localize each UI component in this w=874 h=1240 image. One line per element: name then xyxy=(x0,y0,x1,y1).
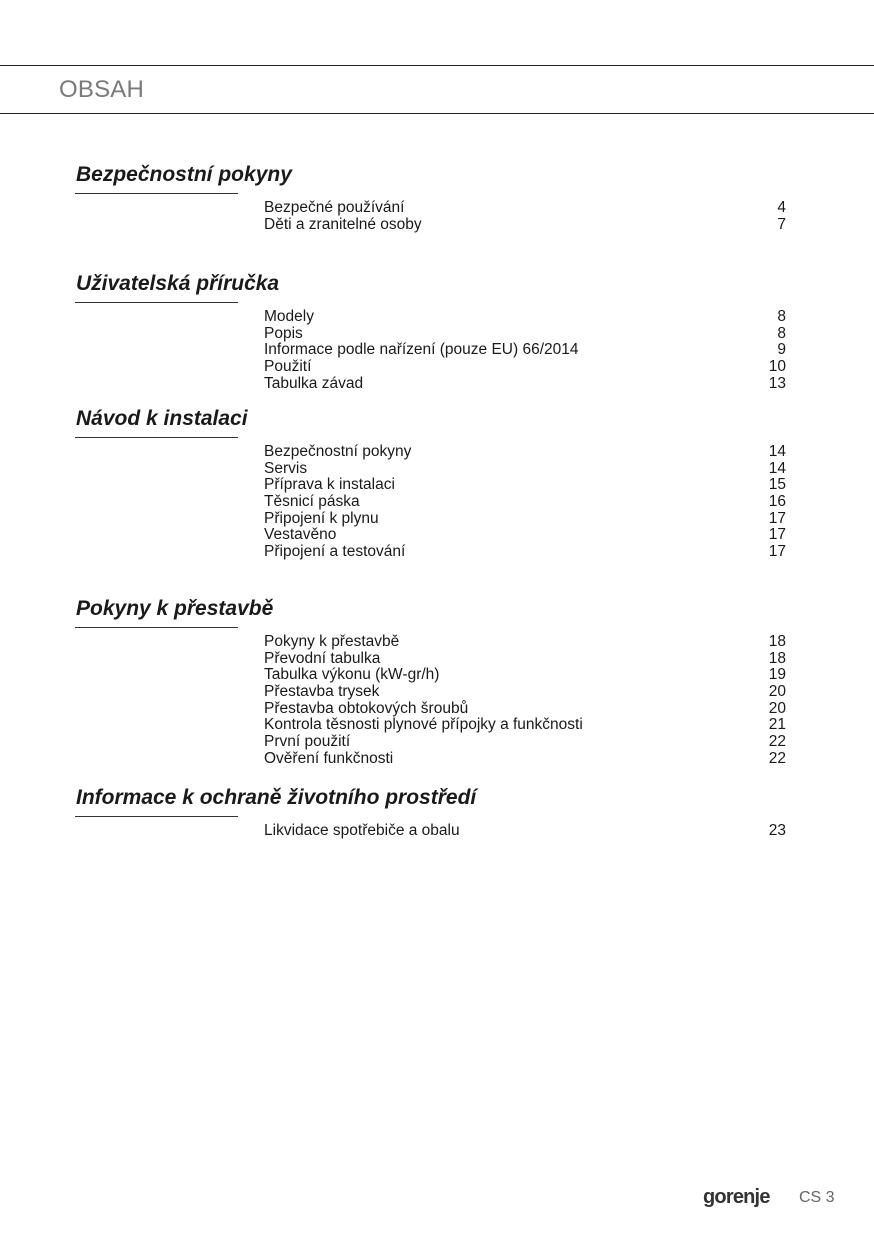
toc-entry-label: Příprava k instalaci xyxy=(264,476,395,494)
toc-entry-label: Připojení k plynu xyxy=(264,509,379,527)
toc-entry-label: Převodní tabulka xyxy=(264,649,381,667)
toc-entry[interactable] xyxy=(264,376,786,393)
toc-entry-page-number: 16 xyxy=(768,493,786,511)
toc-entry-page-number: 20 xyxy=(768,683,786,701)
toc-entry-page-number: 14 xyxy=(768,459,786,477)
toc-entry-page-number: 18 xyxy=(768,633,786,650)
toc-entry-page-number: 8 xyxy=(777,308,786,325)
toc-entry[interactable] xyxy=(264,823,786,840)
toc-entry-page-number: 13 xyxy=(768,374,786,392)
toc-entry[interactable] xyxy=(264,326,786,343)
toc-entry-label: Tabulka závad xyxy=(264,374,364,392)
toc-entry[interactable] xyxy=(264,477,786,494)
section-title: Pokyny k přestavbě xyxy=(76,597,274,620)
page-header xyxy=(0,65,874,114)
toc-entry[interactable] xyxy=(264,717,786,734)
toc-entry-label: Informace podle nařízení (pouze EU) 66/2014 xyxy=(264,341,579,359)
toc-entry-page-number: 9 xyxy=(777,341,786,359)
toc-entry-list xyxy=(264,823,786,840)
toc-entry-label: Popis xyxy=(264,324,303,342)
toc-entry[interactable] xyxy=(264,684,786,701)
toc-entry[interactable] xyxy=(264,527,786,544)
toc-entry-page-number: 10 xyxy=(768,358,786,376)
toc-entry-label: Likvidace spotřebiče a obalu xyxy=(264,822,460,839)
brand-logo: gorenje xyxy=(703,1186,770,1208)
section-title: Bezpečnostní pokyny xyxy=(76,163,292,186)
toc-entry-label: Přestavba trysek xyxy=(264,683,380,701)
toc-entry[interactable] xyxy=(264,667,786,684)
toc-entry-label: Připojení a testování xyxy=(264,543,406,561)
toc-entry[interactable] xyxy=(264,511,786,528)
toc-entry-page-number: 17 xyxy=(768,543,786,561)
section-underline xyxy=(75,437,238,438)
toc-entry-page-number: 4 xyxy=(777,199,786,216)
toc-entry-label: Ověření funkčnosti xyxy=(264,749,394,767)
toc-entry-label: Bezpečné používání xyxy=(264,199,405,216)
toc-entry-label: Přestavba obtokových šroubů xyxy=(264,699,469,717)
toc-entry-page-number: 7 xyxy=(777,215,786,233)
toc-entry-label: Těsnicí páska xyxy=(264,493,360,511)
toc-entry[interactable] xyxy=(264,701,786,718)
toc-entry[interactable] xyxy=(264,634,786,651)
toc-entry-page-number: 20 xyxy=(768,699,786,717)
section-title: Návod k instalaci xyxy=(76,407,248,430)
toc-entry-page-number: 15 xyxy=(768,476,786,494)
toc-entry[interactable] xyxy=(264,359,786,376)
toc-entry[interactable] xyxy=(264,544,786,561)
toc-entry[interactable] xyxy=(264,734,786,751)
toc-entry-page-number: 22 xyxy=(768,749,786,767)
toc-entry-page-number: 8 xyxy=(777,324,786,342)
toc-entry-page-number: 22 xyxy=(768,733,786,751)
toc-entry-page-number: 17 xyxy=(768,509,786,527)
toc-entry[interactable] xyxy=(264,444,786,461)
section-underline xyxy=(75,193,238,194)
toc-entry-page-number: 23 xyxy=(768,822,786,839)
toc-entry[interactable] xyxy=(264,651,786,668)
toc-entry[interactable] xyxy=(264,309,786,326)
section-underline xyxy=(75,627,238,628)
toc-entry-page-number: 18 xyxy=(768,649,786,667)
toc-entry-list xyxy=(264,634,786,768)
toc-entry-label: Tabulka výkonu (kW-gr/h) xyxy=(264,666,440,684)
toc-entry-list xyxy=(264,444,786,561)
section-underline xyxy=(75,302,238,303)
toc-entry[interactable] xyxy=(264,751,786,768)
toc-entry-label: Servis xyxy=(264,459,308,477)
page-title: OBSAH xyxy=(59,76,145,103)
toc-entry[interactable] xyxy=(264,461,786,478)
toc-entry-list xyxy=(264,309,786,392)
page-number: CS 3 xyxy=(799,1189,835,1206)
toc-entry[interactable] xyxy=(264,217,786,234)
section-title: Informace k ochraně životního prostředí xyxy=(76,786,477,809)
toc-entry[interactable] xyxy=(264,494,786,511)
section-title: Uživatelská příručka xyxy=(76,272,280,295)
toc-entry-list xyxy=(264,200,786,233)
toc-entry-label: První použití xyxy=(264,733,351,751)
toc-entry-label: Použití xyxy=(264,358,312,376)
section-underline xyxy=(75,816,238,817)
toc-entry[interactable] xyxy=(264,342,786,359)
toc-entry-label: Děti a zranitelné osoby xyxy=(264,215,422,233)
toc-entry-label: Pokyny k přestavbě xyxy=(264,633,400,650)
toc-entry[interactable] xyxy=(264,200,786,217)
toc-entry-label: Kontrola těsnosti plynové přípojky a funkčnosti xyxy=(264,716,583,734)
toc-entry-page-number: 17 xyxy=(768,526,786,544)
toc-entry-label: Bezpečnostní pokyny xyxy=(264,443,412,460)
toc-entry-label: Modely xyxy=(264,308,314,325)
toc-entry-page-number: 14 xyxy=(768,443,786,460)
toc-entry-page-number: 21 xyxy=(768,716,786,734)
toc-entry-label: Vestavěno xyxy=(264,526,337,544)
toc-entry-page-number: 19 xyxy=(768,666,786,684)
